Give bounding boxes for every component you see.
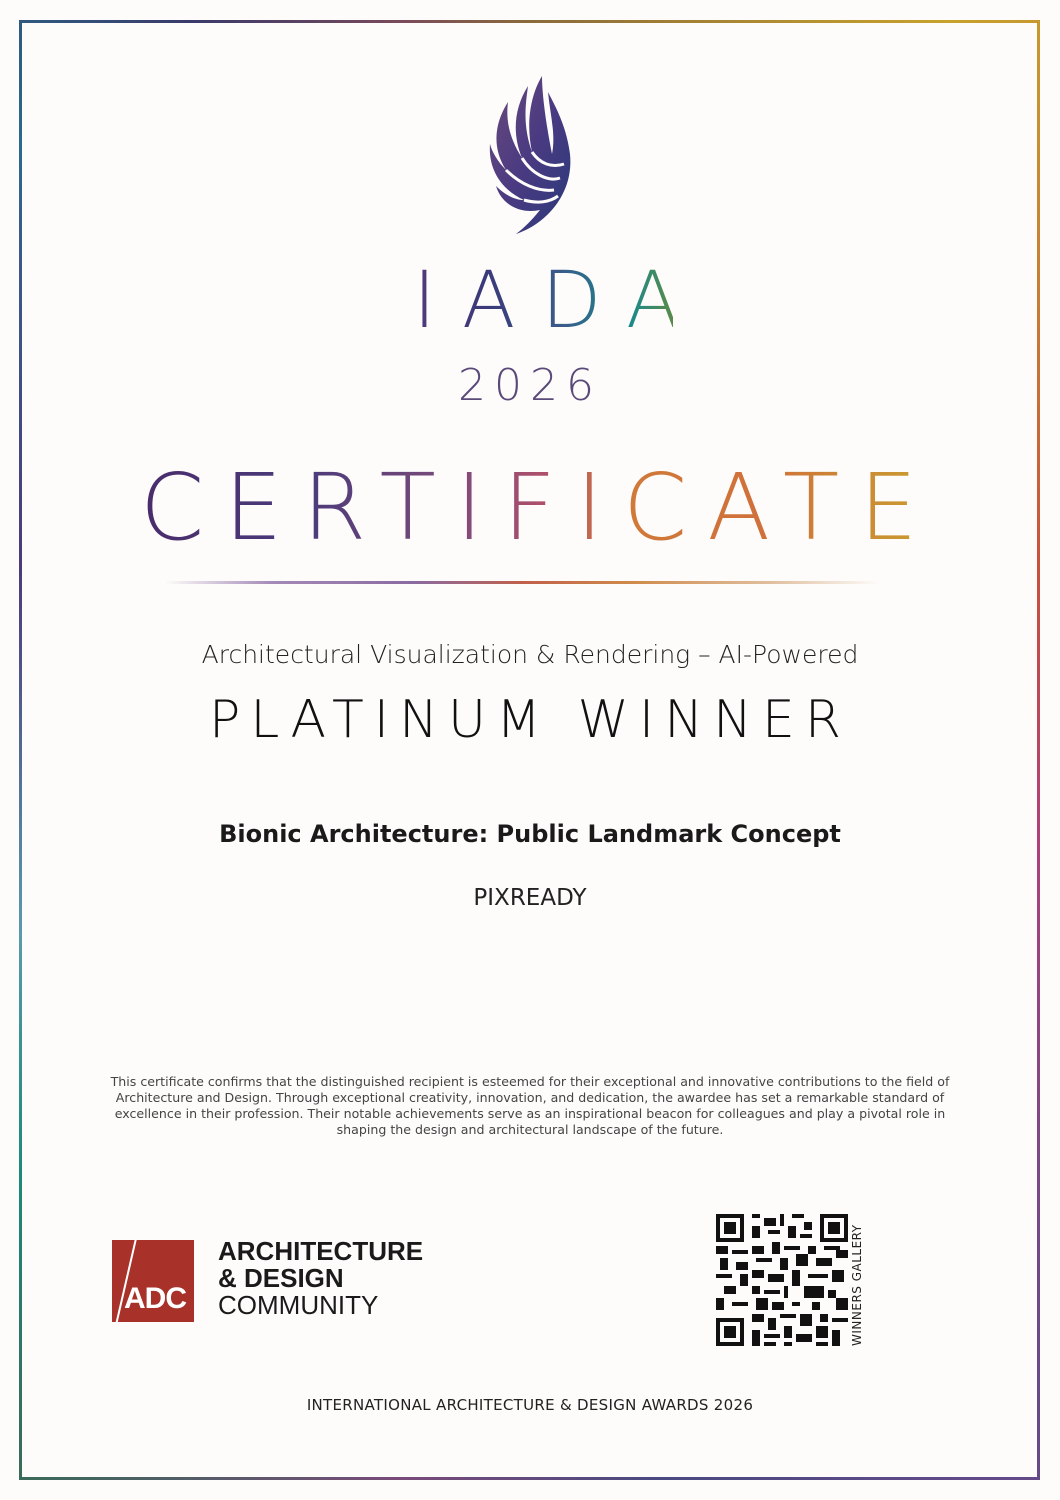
- qr-code-icon[interactable]: [716, 1214, 848, 1346]
- project-title: Bionic Architecture: Public Landmark Concept: [219, 820, 841, 848]
- organizer-line-2: & DESIGN: [218, 1263, 344, 1293]
- award-year: 2026: [458, 360, 602, 411]
- certificate-statement: This certificate confirms that the distinguished recipient is esteemed for their exceptional and innovative contributions to the field of Architecture and Design. Through exceptional creativity, innovation, and dedication, the awardee has set a remarkable standard of excellence in their profession. Their notable achievements serve as an inspirational beacon for colleagues and play a pivotal role in shaping the design and architectural landscape of the future.: [110, 1074, 950, 1137]
- title-divider: [165, 581, 880, 584]
- brand-wordmark: IADA: [387, 262, 673, 340]
- flame-feather-icon: [486, 74, 576, 244]
- award-category: Architectural Visualization & Rendering – AI-Powered: [201, 640, 859, 669]
- organizer-name: [218, 1238, 423, 1319]
- organizer-line-3: COMMUNITY: [218, 1290, 379, 1320]
- adc-logo-letters: ADC: [124, 1282, 186, 1315]
- entrant-name: PIXREADY: [473, 885, 587, 911]
- certificate-title: CERTIFICATE: [120, 462, 940, 554]
- footer-caption: INTERNATIONAL ARCHITECTURE & DESIGN AWARDS 2026: [306, 1396, 754, 1414]
- adc-logo-icon: [112, 1240, 194, 1322]
- award-level: PLATINUM WINNER: [208, 690, 852, 750]
- qr-caption: WINNERS GALLERY: [850, 1224, 864, 1346]
- organizer-line-1: ARCHITECTURE: [218, 1236, 424, 1266]
